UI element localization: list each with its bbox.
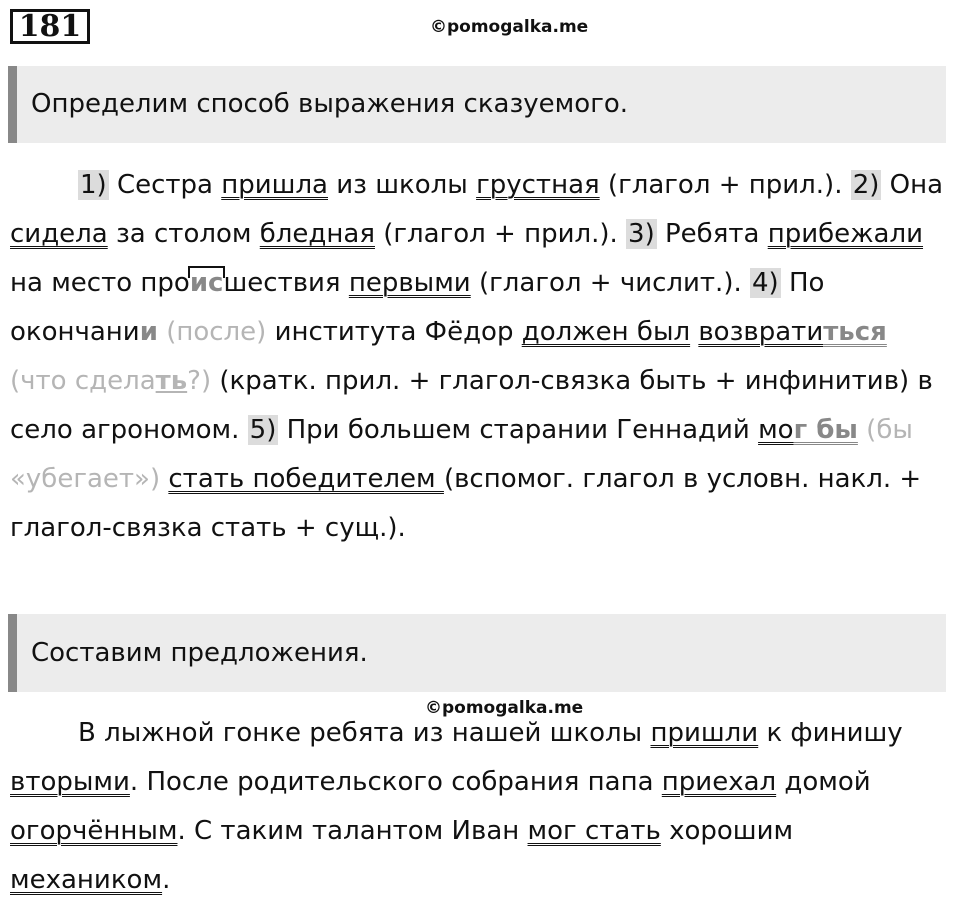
text-run: на место [10, 268, 141, 298]
hint-note: (бы «убегает») [10, 415, 913, 494]
predicate-word: мо [758, 415, 794, 445]
predicate-word: пришли [650, 718, 759, 748]
predicate-word: прибежали [767, 219, 924, 249]
text-run: к финишу [758, 718, 903, 748]
sentence-number: 2) [852, 170, 880, 200]
text-run: (вспомог. глагол в условн. накл. + глагол-связка стать + сущ.). [10, 464, 922, 543]
text-run: . После родительского собрания папа [129, 767, 662, 797]
section-heading-predicate: Определим способ выражения сказуемого. [8, 66, 946, 143]
predicate-suffix: г бы [793, 415, 858, 445]
text-run: за столом [107, 219, 260, 249]
text-run [341, 268, 349, 298]
text-run: (глагол + прил.). [599, 170, 851, 200]
text-run: института Фёдор [266, 317, 522, 347]
composed-sentences-paragraph [10, 709, 946, 905]
text-run: . [162, 865, 171, 895]
text-run: шествия [223, 268, 341, 298]
sentence-number: 1) [80, 170, 107, 200]
task-number: 181 [10, 9, 90, 44]
text-run: (глагол + прил.). [374, 219, 627, 249]
sentence-number: 5) [249, 415, 277, 445]
predicate-word: должен был [521, 317, 691, 347]
word-root: ис [189, 268, 224, 298]
predicate-word: мог стать [527, 816, 661, 846]
predicate-word: вторыми [10, 767, 130, 797]
text-run: Она [881, 170, 944, 200]
text-run: При большем старании Геннадий [278, 415, 759, 445]
text-run: Сестра [108, 170, 222, 200]
predicate-word: механиком [10, 865, 163, 895]
predicate-word: огорчённым [10, 816, 178, 846]
watermark-top: ©pomogalka.me [430, 17, 589, 37]
text-run: хорошим [660, 816, 794, 846]
text-run: (кратк. прил. + глагол-связка быть + инфинитив) в село агрономом. [10, 366, 933, 445]
watermark-middle: ©pomogalka.me [425, 698, 584, 718]
text-run: домой [776, 767, 871, 797]
text-run: из школы [328, 170, 477, 200]
text-run: . С таким талантом Иван [177, 816, 528, 846]
text-run: В лыжной гонке ребята из нашей школы [78, 718, 651, 748]
predicate-word: бледная [259, 219, 375, 249]
predicate-word: возврати [698, 317, 824, 347]
predicate-analysis-paragraph [10, 161, 946, 553]
predicate-word: сидела [10, 219, 108, 249]
sentence-number: 3) [628, 219, 655, 249]
hint-note: (что сдела [10, 366, 156, 396]
predicate-word: грустная [476, 170, 600, 200]
hint-ending: ть [155, 366, 188, 396]
predicate-word: стать победителем [168, 464, 444, 494]
text-run: По окончани [10, 268, 825, 347]
hint-note: (после) [157, 317, 267, 347]
predicate-suffix: ться [823, 317, 887, 347]
hint-note: ?) [187, 366, 212, 396]
sentence-number: 4) [752, 268, 779, 298]
predicate-word: пришла [221, 170, 328, 200]
predicate-word: приехал [661, 767, 777, 797]
word-ending: и [139, 317, 158, 347]
text-run: про [140, 268, 190, 298]
text-run: Ребята [656, 219, 768, 249]
text-run: (глагол + числит.). [470, 268, 750, 298]
predicate-word: первыми [348, 268, 471, 298]
section-heading-sentences: Составим предложения. [8, 614, 946, 692]
